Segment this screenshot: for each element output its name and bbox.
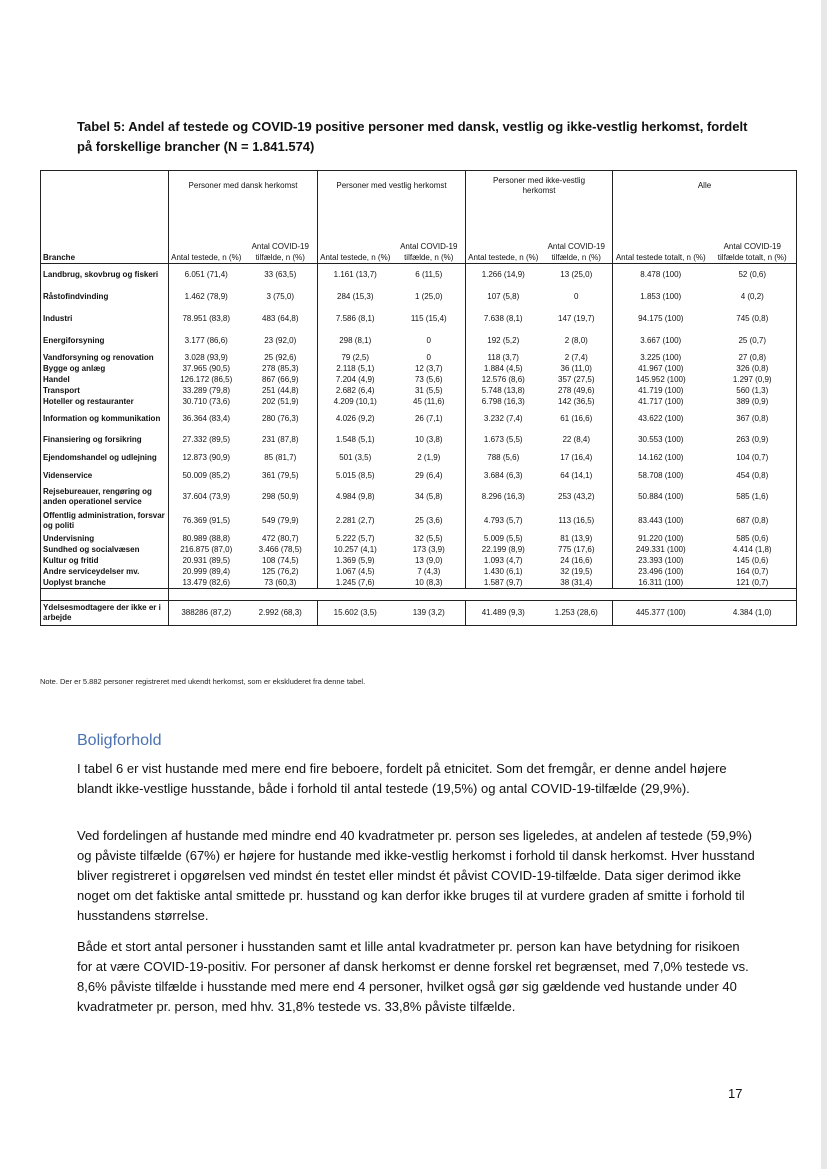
table-row xyxy=(41,431,797,449)
table-cell: 36.364 (83,4) xyxy=(169,407,244,431)
footer-cell: 139 (3,2) xyxy=(412,608,445,617)
table-cell: 1.430 (6,1) xyxy=(466,566,541,577)
table-cell: 278 (49,6) xyxy=(558,385,595,395)
page-edge-shadow xyxy=(821,0,827,1169)
table-row xyxy=(41,363,797,374)
table-cell: 1.266 (14,9) xyxy=(466,264,541,287)
table-cell: 142 (36,5) xyxy=(558,396,595,406)
table-row xyxy=(41,577,797,589)
table-cell: 202 (51,9) xyxy=(262,396,299,406)
table-cell: 454 (0,8) xyxy=(736,471,769,480)
table-cell: 253 (43,2) xyxy=(558,492,595,501)
table-cell: 33 (63,5) xyxy=(264,270,297,279)
table-note: Note. Der er 5.882 personer registreret med ukendt herkomst, som er ekskluderet fra denne tabel. xyxy=(40,677,366,686)
table-cell: 17 (16,4) xyxy=(560,453,593,462)
table-cell: 1.297 (0,9) xyxy=(732,374,772,384)
table-cell: 38 (31,4) xyxy=(560,577,593,587)
table-cell: 29 (6,4) xyxy=(414,471,443,480)
table-cell: 30.710 (73,6) xyxy=(169,396,244,407)
table-cell: 25 (3,6) xyxy=(414,516,443,525)
table-cell: 26 (7,1) xyxy=(414,414,443,423)
table-cell: 41.717 (100) xyxy=(613,396,709,407)
branch-label: Handel xyxy=(43,374,70,384)
table-cell: 12 (3,7) xyxy=(414,363,443,373)
table-cell: 113 (16,5) xyxy=(558,516,595,525)
table-cell: 2 (7,4) xyxy=(564,352,588,362)
table-cell: 1.673 (5,5) xyxy=(466,431,541,449)
paragraph: I tabel 6 er vist hustande med mere end fire beboere, fordelt på etnicitet. Som det fremgår, er denne andel højere blandt ikke-vestlige husstande, både i forhold til antal testede (19,5%) og antal COVID-19-tilfælde (29,9%). xyxy=(77,761,727,796)
table-cell: 1.548 (5,1) xyxy=(318,431,393,449)
table-caption: Tabel 5: Andel af testede og COVID-19 positive personer med dansk, vestlig og ikke-vestlig herkomst, fordelt på forskellige brancher (N = 1.841.574) xyxy=(77,119,748,154)
table-cell: 298 (50,9) xyxy=(262,492,299,501)
table-cell: 8.296 (16,3) xyxy=(466,485,541,509)
table-cell: 13 (25,0) xyxy=(560,270,593,279)
branch-label: Kultur og fritid xyxy=(43,555,99,565)
column-header: Antal COVID-19 tilfælde totalt, n (%) xyxy=(717,242,787,262)
table-cell: 6 (11,5) xyxy=(415,270,443,279)
table-cell: 107 (5,8) xyxy=(466,286,541,308)
table-cell: 10 (3,8) xyxy=(414,435,443,444)
table-cell: 50.884 (100) xyxy=(613,485,709,509)
table-row xyxy=(41,264,797,287)
branch-column-header: Branche xyxy=(43,253,76,262)
table-cell: 585 (0,6) xyxy=(736,533,769,543)
table-cell: 3.028 (93,9) xyxy=(169,352,244,363)
table-row xyxy=(41,509,797,533)
table-cell: 4.209 (10,1) xyxy=(318,396,393,407)
table-cell: 4 (0,2) xyxy=(740,292,764,301)
table-cell: 263 (0,9) xyxy=(736,435,769,444)
table-row xyxy=(41,385,797,396)
table-cell: 104 (0,7) xyxy=(736,453,769,462)
table-cell: 85 (81,7) xyxy=(264,453,297,462)
branch-label: Bygge og anlæg xyxy=(43,363,106,373)
table-cell: 3 (75,0) xyxy=(266,292,295,301)
branch-label: Finansiering og forsikring xyxy=(43,435,142,444)
table-row xyxy=(41,467,797,485)
table-cell: 7 (4,3) xyxy=(417,566,441,576)
group-header-dansk: Personer med dansk herkomst xyxy=(169,171,318,202)
table-row xyxy=(41,330,797,352)
table-cell: 22 (8,4) xyxy=(562,435,591,444)
table-cell: 1.161 (13,7) xyxy=(318,264,393,287)
table-cell: 3.232 (7,4) xyxy=(466,407,541,431)
table-cell: 3.225 (100) xyxy=(613,352,709,363)
table-cell: 549 (79,9) xyxy=(262,516,299,525)
table-cell: 13 (9,0) xyxy=(414,555,443,565)
table-cell: 32 (5,5) xyxy=(414,533,443,543)
footer-cell: 1.253 (28,6) xyxy=(554,608,598,617)
table-cell: 79 (2,5) xyxy=(318,352,393,363)
table-cell: 5.009 (5,5) xyxy=(466,533,541,544)
footer-cell: 445.377 (100) xyxy=(613,601,709,626)
group-header-ikke-vestlig: Personer med ikke-vestlig herkomst xyxy=(466,171,613,202)
branch-label: Information og kommunikation xyxy=(43,414,161,423)
spacer-cell xyxy=(41,589,169,601)
table-cell: 5.222 (5,7) xyxy=(318,533,393,544)
page-number: 17 xyxy=(728,1086,743,1101)
table-cell: 76.369 (91,5) xyxy=(169,509,244,533)
table-cell: 2 (8,0) xyxy=(564,336,588,345)
table-cell: 118 (3,7) xyxy=(466,352,541,363)
table-row xyxy=(41,396,797,407)
footer-cell: 2.992 (68,3) xyxy=(258,608,302,617)
branch-label: Vandforsyning og renovation xyxy=(43,352,154,362)
table-row xyxy=(41,352,797,363)
section-title: Boligforhold xyxy=(77,732,162,749)
table-cell: 2.682 (6,4) xyxy=(318,385,393,396)
table-cell: 94.175 (100) xyxy=(613,308,709,330)
table-cell: 280 (76,3) xyxy=(262,414,299,423)
column-header: Antal testede, n (%) xyxy=(169,201,244,264)
table-cell: 775 (17,6) xyxy=(558,544,595,554)
table-cell: 357 (27,5) xyxy=(558,374,595,384)
empty-header-cell xyxy=(41,171,169,202)
table-cell: 115 (15,4) xyxy=(410,314,447,323)
table-cell: 164 (0,7) xyxy=(736,566,769,576)
table-cell: 1.587 (9,7) xyxy=(466,577,541,589)
table-cell: 2.118 (5,1) xyxy=(318,363,393,374)
table-cell: 61 (16,6) xyxy=(560,414,593,423)
table-cell: 284 (15,3) xyxy=(318,286,393,308)
branch-label: Offentlig administration, forsvar og politi xyxy=(43,511,165,530)
table-cell: 0 xyxy=(426,352,431,362)
table-cell: 1 (25,0) xyxy=(414,292,443,301)
table-cell: 1.245 (7,6) xyxy=(318,577,393,589)
table-cell: 501 (3,5) xyxy=(318,449,393,467)
table-cell: 145 (0,6) xyxy=(736,555,769,565)
table-cell: 1.093 (4,7) xyxy=(466,555,541,566)
table-cell: 216.875 (87,0) xyxy=(169,544,244,555)
branch-label: Energiforsyning xyxy=(43,336,105,345)
table-cell: 173 (3,9) xyxy=(412,544,445,554)
table-row xyxy=(41,374,797,385)
table-cell: 3.177 (86,6) xyxy=(169,330,244,352)
column-header: Antal COVID-19 tilfælde, n (%) xyxy=(251,242,309,262)
table-cell: 64 (14,1) xyxy=(560,471,593,480)
branch-label: Undervisning xyxy=(43,533,95,543)
branch-label: Sundhed og socialvæsen xyxy=(43,544,140,554)
column-header: Antal testede totalt, n (%) xyxy=(613,201,709,264)
table-cell: 52 (0,6) xyxy=(738,270,767,279)
table-cell: 24 (16,6) xyxy=(560,555,593,565)
table-cell: 4.793 (5,7) xyxy=(466,509,541,533)
table-cell: 361 (79,5) xyxy=(262,471,299,480)
footer-cell: 15.602 (3,5) xyxy=(318,601,393,626)
table-cell: 585 (1,6) xyxy=(736,492,769,501)
table-cell: 37.965 (90,5) xyxy=(169,363,244,374)
table-cell: 80.989 (88,8) xyxy=(169,533,244,544)
table-cell: 126.172 (86,5) xyxy=(169,374,244,385)
table-cell: 25 (92,6) xyxy=(264,352,297,362)
table-cell: 10.257 (4,1) xyxy=(318,544,393,555)
table-cell: 91.220 (100) xyxy=(613,533,709,544)
table-cell: 121 (0,7) xyxy=(736,577,769,587)
column-header: Antal COVID-19 tilfælde, n (%) xyxy=(547,242,605,262)
table-cell: 34 (5,8) xyxy=(414,492,443,501)
table-cell: 687 (0,8) xyxy=(736,516,769,525)
table-cell: 22.199 (8,9) xyxy=(466,544,541,555)
branch-label: Råstofindvinding xyxy=(43,292,109,301)
paragraph: Ved fordelingen af hustande med mindre end 40 kvadratmeter pr. person ses ligeledes, at andelen af testede (59,9%) og påviste tilfælde (67%) er højere for hustande med ikke-vestlig herkomst i forhold til dansk herkomst. Hver husstand bliver registreret i opgørelsen ved mindst én testet eller mindst ét påvist COVID-19-tilfælde. Data siger derimod ikke noget om det faktiske antal smittede pr. husstand og kan derfor ikke bruges til at vurdere graden af smitte i forhold til husstandens størrelse. xyxy=(77,828,755,923)
table-cell: 41.719 (100) xyxy=(613,385,709,396)
table-cell: 4.414 (1,8) xyxy=(732,544,772,554)
table-row xyxy=(41,308,797,330)
table-row xyxy=(41,566,797,577)
table-cell: 3.466 (78,5) xyxy=(258,544,302,554)
table-cell: 1.369 (5,9) xyxy=(318,555,393,566)
table-cell: 5.748 (13,8) xyxy=(466,385,541,396)
table-cell: 37.604 (73,9) xyxy=(169,485,244,509)
table-cell: 231 (87,8) xyxy=(262,435,299,444)
table-cell: 3.667 (100) xyxy=(613,330,709,352)
table-row xyxy=(41,407,797,431)
table-cell: 73 (5,6) xyxy=(414,374,443,384)
table-cell: 278 (85,3) xyxy=(262,363,299,373)
table-cell: 6.798 (16,3) xyxy=(466,396,541,407)
table-cell: 5.015 (8,5) xyxy=(318,467,393,485)
table-cell: 16.311 (100) xyxy=(613,577,709,589)
table-cell: 6.051 (71,4) xyxy=(169,264,244,287)
table-cell: 4.026 (9,2) xyxy=(318,407,393,431)
table-cell: 147 (19,7) xyxy=(558,314,595,323)
branch-table xyxy=(40,170,797,626)
table-cell: 7.638 (8,1) xyxy=(466,308,541,330)
table-cell: 10 (8,3) xyxy=(414,577,443,587)
table-cell: 78.951 (83,8) xyxy=(169,308,244,330)
table-cell: 192 (5,2) xyxy=(466,330,541,352)
table-cell: 472 (80,7) xyxy=(262,533,299,543)
table-cell: 45 (11,6) xyxy=(413,396,445,406)
table-cell: 20.931 (89,5) xyxy=(169,555,244,566)
table-cell: 8.478 (100) xyxy=(613,264,709,287)
table-cell: 30.553 (100) xyxy=(613,431,709,449)
table-cell: 23.496 (100) xyxy=(613,566,709,577)
branch-label: Industri xyxy=(43,314,73,323)
table-cell: 1.462 (78,9) xyxy=(169,286,244,308)
table-row xyxy=(41,485,797,509)
group-header-vestlig: Personer med vestlig herkomst xyxy=(318,171,466,202)
table-cell: 1.853 (100) xyxy=(613,286,709,308)
table-cell: 36 (11,0) xyxy=(560,363,592,373)
table-cell: 125 (76,2) xyxy=(262,566,299,576)
footer-cell: 388286 (87,2) xyxy=(169,601,244,626)
column-header: Antal testede, n (%) xyxy=(466,201,541,264)
table-cell: 14.162 (100) xyxy=(613,449,709,467)
table-cell: 298 (8,1) xyxy=(318,330,393,352)
table-cell: 3.684 (6,3) xyxy=(466,467,541,485)
table-cell: 13.479 (82,6) xyxy=(169,577,244,589)
table-row xyxy=(41,286,797,308)
table-cell: 745 (0,8) xyxy=(736,314,769,323)
table-cell: 788 (5,6) xyxy=(466,449,541,467)
table-cell: 43.622 (100) xyxy=(613,407,709,431)
table-cell: 389 (0,9) xyxy=(736,396,769,406)
table-cell: 27 (0,8) xyxy=(738,352,767,362)
table-cell: 249.331 (100) xyxy=(613,544,709,555)
paragraph: Både et stort antal personer i husstanden samt et lille antal kvadratmeter pr. person kan have betydning for risikoen for at være COVID-19-positiv. For personer af dansk herkomst er denne forskel ret begrænset, med 7,0% testede vs. 8,6% påviste tilfælde i husstande med mere end 4 personer, hvilket også gør sig gældende ved hustande under 40 kvadratmeter pr. person, med hhv. 31,8% testede vs. 33,8% påviste tilfælde. xyxy=(77,939,749,1014)
table-cell: 31 (5,5) xyxy=(414,385,443,395)
table-cell: 7.204 (4,9) xyxy=(318,374,393,385)
table-cell: 33.289 (79,8) xyxy=(169,385,244,396)
branch-label: Uoplyst branche xyxy=(43,577,106,587)
branch-label: Transport xyxy=(43,385,80,395)
branch-label: Videnservice xyxy=(43,471,93,480)
table-cell: 83.443 (100) xyxy=(613,509,709,533)
table-cell: 0 xyxy=(574,292,579,301)
table-cell: 108 (74,5) xyxy=(262,555,299,565)
table-cell: 73 (60,3) xyxy=(264,577,297,587)
table-cell: 1.067 (4,5) xyxy=(318,566,393,577)
table-cell: 2 (1,9) xyxy=(417,453,441,462)
table-row xyxy=(41,555,797,566)
table-cell: 32 (19,5) xyxy=(560,566,593,576)
footer-cell: 41.489 (9,3) xyxy=(466,601,541,626)
table-cell: 58.708 (100) xyxy=(613,467,709,485)
table-cell: 7.586 (8,1) xyxy=(318,308,393,330)
column-header: Antal testede, n (%) xyxy=(318,201,393,264)
branch-label: Hoteller og restauranter xyxy=(43,396,134,406)
footer-branch-label: Ydelsesmodtagere der ikke er i arbejde xyxy=(43,603,161,622)
table-cell: 12.576 (8,6) xyxy=(466,374,541,385)
table-cell: 27.332 (89,5) xyxy=(169,431,244,449)
footer-cell: 4.384 (1,0) xyxy=(732,608,772,617)
table-cell: 50.009 (85,2) xyxy=(169,467,244,485)
table-cell: 560 (1,3) xyxy=(736,385,769,395)
table-cell: 4.984 (9,8) xyxy=(318,485,393,509)
table-cell: 145.952 (100) xyxy=(613,374,709,385)
branch-label: Andre serviceydelser mv. xyxy=(43,566,140,576)
table-cell: 867 (66,9) xyxy=(262,374,299,384)
table-row xyxy=(41,544,797,555)
table-row xyxy=(41,449,797,467)
table-cell: 251 (44,8) xyxy=(262,385,299,395)
branch-label: Landbrug, skovbrug og fiskeri xyxy=(43,270,159,279)
table-cell: 23.393 (100) xyxy=(613,555,709,566)
table-cell: 20.999 (89,4) xyxy=(169,566,244,577)
branch-label: Ejendomshandel og udlejning xyxy=(43,453,157,462)
table-cell: 12.873 (90,9) xyxy=(169,449,244,467)
branch-label: Rejsebureauer, rengøring og anden operationel service xyxy=(43,487,152,506)
table-cell: 25 (0,7) xyxy=(738,336,767,345)
group-header-alle: Alle xyxy=(613,171,797,202)
table-cell: 2.281 (2,7) xyxy=(318,509,393,533)
table-cell: 0 xyxy=(426,336,431,345)
table-cell: 483 (64,8) xyxy=(262,314,299,323)
spacer-cell xyxy=(169,589,797,601)
table-cell: 1.884 (4,5) xyxy=(466,363,541,374)
table-cell: 326 (0,8) xyxy=(736,363,769,373)
table-cell: 23 (92,0) xyxy=(264,336,297,345)
table-cell: 41.967 (100) xyxy=(613,363,709,374)
column-header: Antal COVID-19 tilfælde, n (%) xyxy=(400,242,458,262)
table-cell: 81 (13,9) xyxy=(560,533,593,543)
table-row xyxy=(41,533,797,544)
table-cell: 367 (0,8) xyxy=(736,414,769,423)
